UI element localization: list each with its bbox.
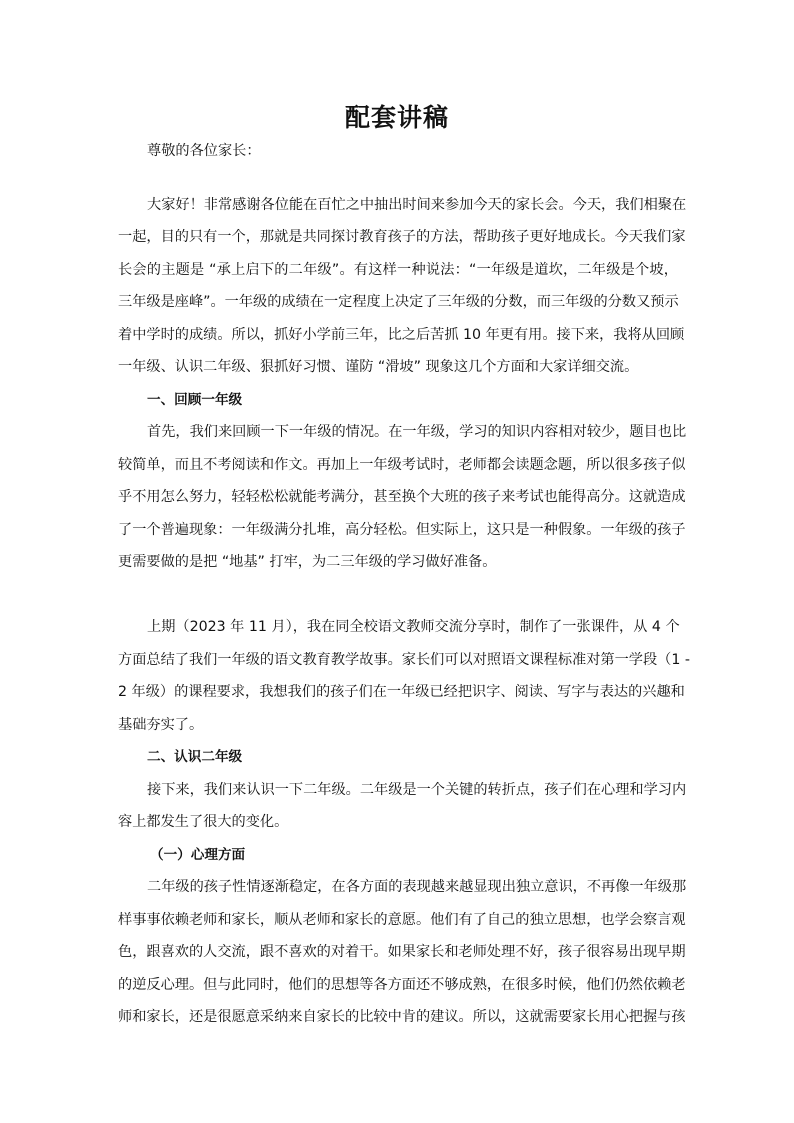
- paragraph-line: 样事事依赖老师和家长，顺从老师和家长的意愿。他们有了自己的独立思想，也学会察言观: [118, 911, 686, 928]
- paragraph-line: 一起，目的只有一个，那就是共同探讨教育孩子的方法，帮助孩子更好地成长。今天我们家: [118, 229, 686, 245]
- blank-line: [118, 579, 678, 612]
- paragraph-line: 大家好！非常感谢各位能在百忙之中抽出时间来参加今天的家长会。今天，我们相聚在: [147, 196, 687, 213]
- paragraph-line: 着中学时的成绩。所以，抓好小学前三年，比之后苦抓 10 年更有用。接下来，我将从回顾: [118, 326, 685, 343]
- paragraph-line: 上期（2023 年 11 月），我在同全校语文教师交流分享时，制作了一张课件，从 4 个: [147, 619, 680, 635]
- blank-line: [118, 168, 678, 189]
- paragraph-line: 基础夯实了。: [118, 716, 204, 733]
- section-heading: 二、认识二年级: [147, 749, 243, 765]
- paragraph-line: 师和家长，还是很愿意采纳来自家长的比较中肯的建议。所以，这就需要家长用心把握与孩: [118, 1009, 686, 1025]
- paragraph-line: 的逆反心理。但与此同时，他们的思想等各方面还不够成熟，在很多时候，他们仍然依赖老: [118, 976, 686, 993]
- paragraph-line: 2 年级）的课程要求，我想我们的孩子们在一年级已经把识字、阅读、写字与表达的兴趣和: [118, 684, 685, 700]
- subsection-heading: （一）心理方面: [150, 846, 246, 863]
- paragraph-line: 更需要做的是把 “地基” 打牢，为二三年级的学习做好准备。: [118, 554, 497, 570]
- paragraph-line: 容上都发生了很大的变化。: [118, 814, 289, 830]
- section-heading: 一、回顾一年级: [147, 391, 243, 408]
- page-title: 配套讲稿: [344, 103, 449, 132]
- paragraph-line: 乎不用怎么努力，轻轻松松就能考满分，甚至换个大班的孩子来考试也能得高分。这就造成: [118, 489, 686, 505]
- document-body: [118, 135, 690, 1034]
- paragraph-line: 三年级是座峰”。一年级的成绩在一定程度上决定了三年级的分数，而三年级的分数又预示: [118, 294, 679, 310]
- paragraph-line: 了一个普遍现象：一年级满分扎堆，高分轻松。但实际上，这只是一种假象。一年级的孩子: [118, 521, 686, 538]
- salutation: 尊敬的各位家长：: [147, 143, 261, 159]
- paragraph-line: 方面总结了我们一年级的语文教育教学故事。家长们可以对照语文课程标准对第一学段（1 -: [118, 651, 690, 668]
- paragraph-line: 首先，我们来回顾一下一年级的情况。在一年级，学习的知识内容相对较少，题目也比: [147, 424, 687, 440]
- paragraph-line: 一年级、认识二年级、狠抓好习惯、谨防 “滑坡” 现象这几个方面和大家详细交流。: [118, 359, 639, 375]
- paragraph-line: 色，跟喜欢的人交流，跟不喜欢的对着干。如果家长和老师处理不好，孩子很容易出现早期: [118, 944, 686, 960]
- paragraph-line: 长会的主题是 “承上启下的二年级”。有这样一种说法：“一年级是道坎，二年级是个坡，: [118, 261, 678, 278]
- paragraph-line: 接下来，我们来认识一下二年级。二年级是一个关键的转折点，孩子们在心理和学习内: [147, 781, 687, 798]
- paragraph-line: 二年级的孩子性情逐渐稳定，在各方面的表现越来越显现出独立意识，不再像一年级那: [147, 879, 687, 895]
- paragraph-line: 较简单，而且不考阅读和作文。再加上一年级考试时，老师都会读题念题，所以很多孩子似: [118, 456, 686, 473]
